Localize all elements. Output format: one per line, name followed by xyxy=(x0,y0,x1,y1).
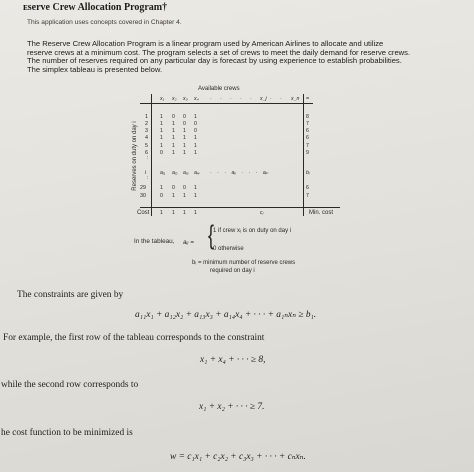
tableau-cell: 1 xyxy=(160,114,163,120)
tableau-cell: 1 xyxy=(160,135,163,141)
rhs-value: 7 xyxy=(306,143,309,149)
second-equation: x₁ + x₂ + · · · ≥ 7. xyxy=(199,402,265,412)
intro-line: The Reserve Crew Allocation Program is a linear program used by American Airlines to allocate and utilize xyxy=(27,39,384,48)
tableau-cell: 1 xyxy=(172,128,175,134)
tableau-cell: 1 xyxy=(183,193,186,199)
tableau-cell: 0 xyxy=(172,185,175,191)
tableau-cell: 1 xyxy=(172,150,175,156)
page-title: ᴇserve Crew Allocation Program† xyxy=(23,2,168,13)
tableau-cell: 0 xyxy=(160,150,163,156)
tableau-cell: 1 xyxy=(194,150,197,156)
tableau-cell: 1 xyxy=(160,185,163,191)
tableau-cell: 1 xyxy=(160,128,163,134)
chapter-note: This application uses concepts covered in Chapter 4. xyxy=(27,19,182,26)
tableau-cell: aᵢ₁ xyxy=(160,170,166,176)
row-label: 1 xyxy=(145,114,148,120)
tableau-cell: 1 xyxy=(160,143,163,149)
column-header: x₂ xyxy=(172,96,177,102)
def-bi: bᵢ = minimum number of reserve crews xyxy=(192,260,296,266)
tableau-cell: 1 xyxy=(194,143,197,149)
rhs-value: 9 xyxy=(306,150,309,156)
column-header: · xyxy=(250,96,252,102)
tableau-cell: 0 xyxy=(183,121,186,127)
tableau-cell: aᵢ₂ xyxy=(172,170,178,176)
rhs-value: 6 xyxy=(306,185,309,191)
tableau-cell: 1 xyxy=(183,135,186,141)
column-header: x₁ xyxy=(160,96,165,102)
cost-label: Cost xyxy=(137,210,150,216)
row-ellipsis: : xyxy=(147,175,149,181)
tableau-cell: 0 xyxy=(183,114,186,120)
example-equation: x₁ + x₄ + · · · ≥ 8, xyxy=(200,355,266,365)
row-label: i xyxy=(145,170,147,176)
intro-paragraph xyxy=(27,40,447,74)
cost-cell: 1 xyxy=(183,210,186,216)
tableau-cell: 1 xyxy=(194,114,197,120)
tableau-cell: 1 xyxy=(172,193,175,199)
def-intro: In the tableau, xyxy=(134,238,175,245)
row-label: 29 xyxy=(140,185,146,191)
tableau-header-rule xyxy=(140,103,313,104)
def-case-1: 1 if crew xⱼ is on duty on day i xyxy=(213,228,292,234)
row-label: 4 xyxy=(145,135,148,141)
tableau-left-rule xyxy=(151,94,152,216)
row-label: 30 xyxy=(140,193,146,199)
rhs-value: 7 xyxy=(306,193,309,199)
column-header: · xyxy=(210,96,212,102)
column-header: x_n xyxy=(291,96,300,102)
column-header: · xyxy=(240,96,242,102)
tableau-right-rule xyxy=(303,94,304,216)
column-header: x₄ xyxy=(194,96,199,102)
row-label: 3 xyxy=(145,128,148,134)
intro-line: The number of reserves required on any particular day is forecast by using experience to establish probabilities. xyxy=(27,56,402,66)
column-header: · xyxy=(270,96,272,102)
tableau-cell: 1 xyxy=(183,150,186,156)
def-bi-2: required on day i xyxy=(210,268,255,274)
tableau-cell: 0 xyxy=(194,121,197,127)
cost-function-equation: w = c₁x₁ + c₂x₂ + c₃x₃ + · · · + cₙxₙ. xyxy=(170,452,306,462)
tableau-cell: 1 xyxy=(183,143,186,149)
row-label: 2 xyxy=(145,121,148,127)
intro-line: The simplex tableau is presented below. xyxy=(27,64,163,74)
tableau-cell: 1 xyxy=(172,143,175,149)
cost-cell: 1 xyxy=(160,210,163,216)
column-header: · xyxy=(280,96,282,102)
tableau-cell: 1 xyxy=(194,135,197,141)
second-intro: while the second row corresponds to xyxy=(1,380,139,390)
tableau-cost-rule xyxy=(140,207,340,208)
cost-cj: cⱼ xyxy=(260,210,264,216)
rhs-value: 8 xyxy=(306,114,309,120)
row-label: 6 xyxy=(145,150,148,156)
example-intro: For example, the first row of the tableau corresponds to the constraint xyxy=(3,333,265,343)
column-header: = xyxy=(306,96,310,102)
tableau-cell: aᵢ₃ xyxy=(183,170,189,176)
row-ellipsis: : xyxy=(147,155,149,161)
tableau-side-label: Reserves on duty on day i xyxy=(132,121,138,191)
tableau-cell: 0 xyxy=(194,128,197,134)
column-header: x₃ xyxy=(183,96,188,102)
column-header: · xyxy=(230,96,232,102)
cost-cell: 1 xyxy=(172,210,175,216)
constraints-intro: The constraints are given by xyxy=(17,290,124,300)
column-header: · xyxy=(220,96,222,102)
rhs-value: 6 xyxy=(306,135,309,141)
tableau-cell: 1 xyxy=(194,185,197,191)
tableau-cell: 0 xyxy=(160,193,163,199)
def-case-2: 0 otherwise xyxy=(213,246,244,252)
rhs-value: bᵢ xyxy=(306,170,310,176)
tableau-cell: 0 xyxy=(183,185,186,191)
row-label: 5 xyxy=(145,143,148,149)
def-aij: aᵢⱼ = xyxy=(183,239,194,246)
tableau-cell: 1 xyxy=(172,135,175,141)
def-brace: { xyxy=(208,220,215,250)
cost-function-intro: he cost function to be minimized is xyxy=(1,428,133,438)
tableau-mid-cells: · · · aᵢⱼ · · · aᵢₙ xyxy=(210,170,269,176)
constraints-equation: a₁₁x₁ + a₁₂x₂ + a₁₃x₃ + a₁₄x₄ + · · · + a₁ₙxₙ ≥ b₁. xyxy=(135,310,317,320)
tableau-cell: 0 xyxy=(172,114,175,120)
min-cost-label: Min. cost xyxy=(309,210,334,216)
tableau-cell: 1 xyxy=(194,193,197,199)
tableau-cell: 1 xyxy=(172,121,175,127)
cost-cell: 1 xyxy=(194,210,197,216)
tableau-cell: aᵢ₄ xyxy=(194,170,200,176)
column-header: x_j xyxy=(260,96,267,102)
rhs-value: 7 xyxy=(306,121,309,127)
rhs-value: 6 xyxy=(306,128,309,134)
tableau-top-label: Available crews xyxy=(198,86,240,92)
intro-line: reserve crews at a minimum cost. The program selects a set of crews to meet the daily demand for reserve crews. xyxy=(27,47,411,57)
tableau-cell: 1 xyxy=(183,128,186,134)
tableau-cell: 1 xyxy=(160,121,163,127)
